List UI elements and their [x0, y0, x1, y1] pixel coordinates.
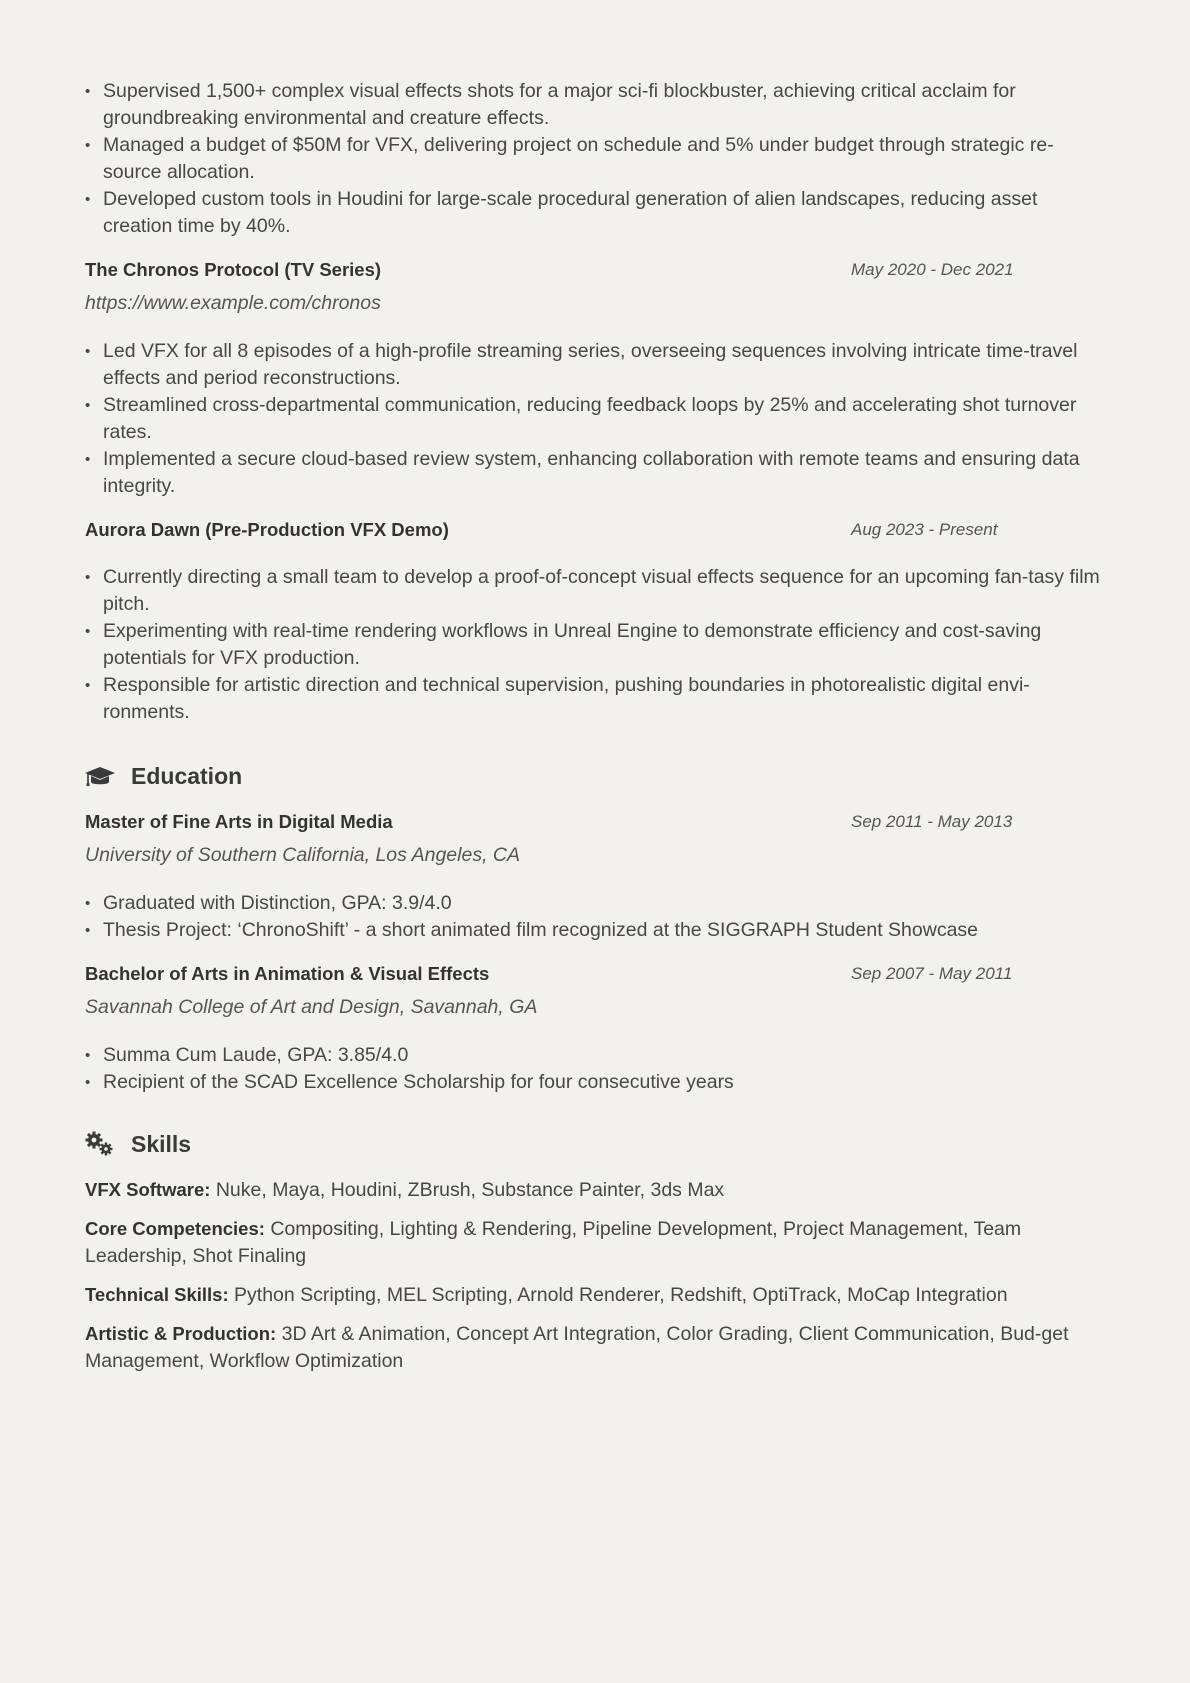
skill-label: VFX Software: [85, 1179, 211, 1200]
entry-title: Master of Fine Arts in Digital Media [85, 811, 393, 832]
entry-header [85, 516, 1105, 543]
list-item: • Summa Cum Laude, GPA: 3.85/4.0 [103, 1042, 1105, 1069]
skill-label: Technical Skills: [85, 1284, 229, 1305]
skill-row [85, 1320, 1105, 1375]
resume-content [85, 78, 1105, 1375]
experience-bullets-first [85, 78, 1105, 240]
list-item: • Responsible for artistic direction and technical supervision, pushing boundaries in photorealistic digital envi-ronments. [103, 672, 1105, 726]
skill-value: Compositing, Lighting & Rendering, Pipeline Development, Project Management, Team Leadership, Shot Finaling [85, 1218, 1022, 1267]
entry-date: Sep 2011 - May 2013 [851, 812, 1013, 831]
list-item: • Thesis Project: ‘ChronoShift’ - a short animated film recognized at the SIGGRAPH Student Showcase [103, 917, 1105, 944]
skills-section-header [85, 1128, 1105, 1160]
entry-title: The Chronos Protocol (TV Series) [85, 259, 382, 280]
skill-value: 3D Art & Animation, Concept Art Integration, Color Grading, Client Communication, Bud-get Management, Workflow Optimization [85, 1323, 1069, 1372]
skill-row [85, 1215, 1105, 1270]
entry-bullets [85, 890, 1105, 944]
skill-row [85, 1176, 1105, 1204]
list-item: • Experimenting with real-time rendering workflows in Unreal Engine to demonstrate efficiency and cost-saving potentials for VFX production. [103, 618, 1105, 672]
skill-value: Python Scripting, MEL Scripting, Arnold Renderer, Redshift, OptiTrack, MoCap Integration [234, 1284, 1008, 1306]
section-title: Skills [131, 1130, 192, 1157]
entry-header [85, 808, 1105, 835]
list-item: • Currently directing a small team to develop a proof-of-concept visual effects sequence for an upcoming fan-tasy film pitch. [103, 564, 1105, 618]
entry-date: May 2020 - Dec 2021 [851, 260, 1014, 279]
skill-label: Artistic & Production: [85, 1323, 277, 1344]
entry-bullets [85, 1042, 1105, 1096]
entry-school: Savannah College of Art and Design, Savannah, GA [85, 996, 538, 1018]
list-item: • Supervised 1,500+ complex visual effects shots for a major sci-fi blockbuster, achieving critical acclaim for groundbreaking environmental and creature effects. [103, 78, 1105, 132]
skill-label: Core Competencies: [85, 1218, 265, 1239]
entry-title: Aurora Dawn (Pre-Production VFX Demo) [85, 519, 449, 540]
education-section-header [85, 760, 1105, 792]
education-entry-mfa [85, 808, 1105, 944]
skills-list [85, 1176, 1105, 1375]
education-entry-ba [85, 960, 1105, 1096]
experience-entry-chronos [85, 256, 1105, 500]
entry-bullets [85, 564, 1105, 726]
list-item: • Streamlined cross-departmental communication, reducing feedback loops by 25% and accelerating shot turnover rates. [103, 392, 1105, 446]
entry-bullets [85, 338, 1105, 500]
skill-value: Nuke, Maya, Houdini, ZBrush, Substance Painter, 3ds Max [215, 1179, 725, 1201]
project-link[interactable]: https://www.example.com/chronos [85, 292, 381, 314]
entry-school: University of Southern California, Los Angeles, CA [85, 844, 520, 866]
skill-row [85, 1281, 1105, 1309]
entry-date: Sep 2007 - May 2011 [851, 964, 1013, 983]
entry-date: Aug 2023 - Present [851, 520, 998, 539]
list-item: • Led VFX for all 8 episodes of a high-profile streaming series, overseeing sequences involving intricate time-travel effects and period reconstructions. [103, 338, 1105, 392]
experience-entry-aurora [85, 516, 1105, 726]
list-item: • Managed a budget of $50M for VFX, delivering project on schedule and 5% under budget through strategic re-source allocation. [103, 132, 1105, 186]
gears-icon [85, 1131, 115, 1157]
list-item: • Developed custom tools in Houdini for large-scale procedural generation of alien landscapes, reducing asset creation time by 40%. [103, 186, 1105, 240]
entry-title: Bachelor of Arts in Animation & Visual Effects [85, 963, 490, 984]
entry-header [85, 960, 1105, 987]
section-title: Education [131, 762, 243, 789]
list-item: • Graduated with Distinction, GPA: 3.9/4.0 [103, 890, 1105, 917]
graduation-cap-icon [85, 763, 115, 789]
list-item: • Recipient of the SCAD Excellence Scholarship for four consecutive years [103, 1069, 1105, 1096]
list-item: • Implemented a secure cloud-based review system, enhancing collaboration with remote teams and ensuring data integrity. [103, 446, 1105, 500]
entry-header [85, 256, 1105, 283]
